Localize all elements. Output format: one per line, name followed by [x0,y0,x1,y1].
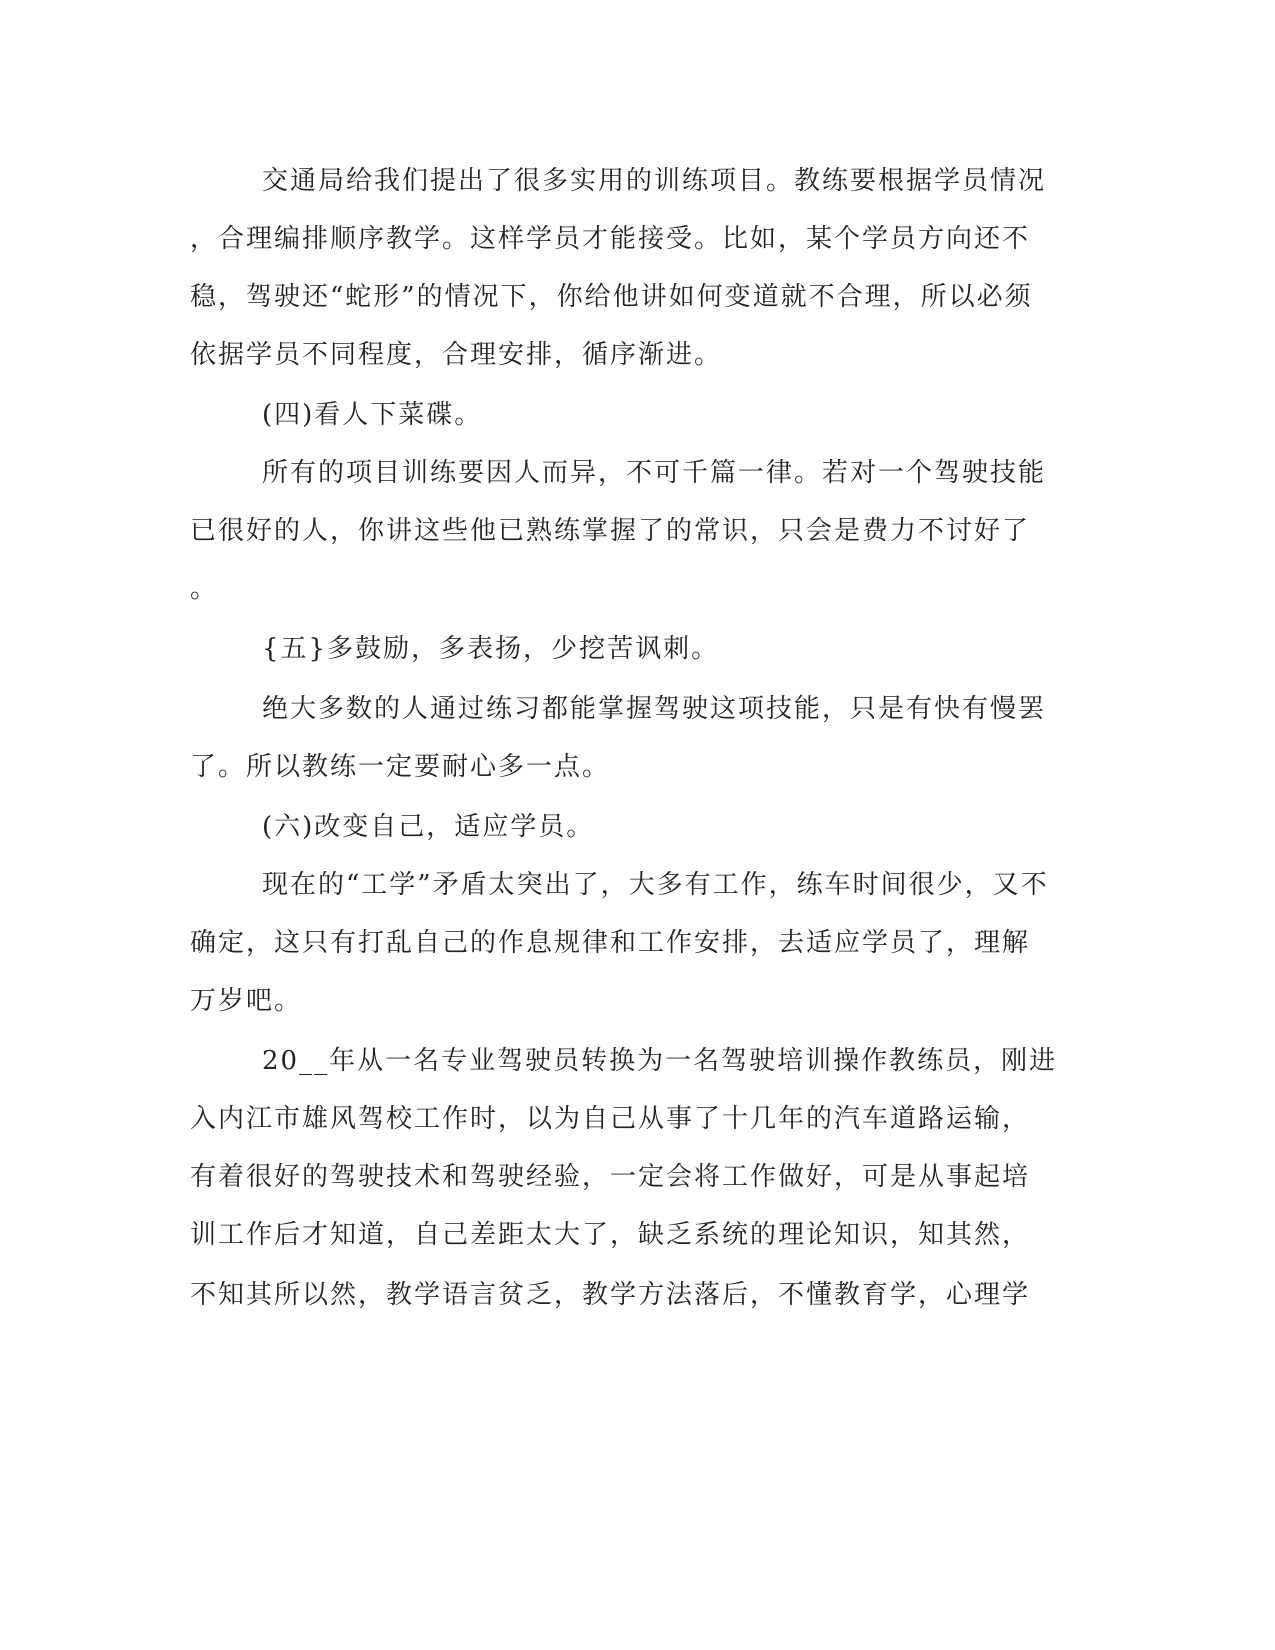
text-line: 依据学员不同程度，合理安排，循序渐进。 [190,340,723,370]
text-line: 不知其所以然，教学语言贫乏，教学方法落后，不懂教育学，心理学 [190,1280,1031,1310]
text-line: 20__年从一名专业驾驶员转换为一名驾驶培训操作教练员，刚进 [262,1046,1058,1076]
text-line: 现在的“工学”矛盾太突出了，大多有工作，练车时间很少，又不 [262,870,1049,900]
text-line: 稳，驾驶还“蛇形”的情况下，你给他讲如何变道就不合理，所以必须 [190,282,1033,312]
section-heading: (六)改变自己，适应学员。 [262,812,595,842]
text-line: 了。所以教练一定要耐心多一点。 [190,752,611,782]
text-line: 交通局给我们提出了很多实用的训练项目。教练要根据学员情况 [262,166,1047,196]
section-heading: {五}多鼓励，多表扬，少挖苦讽刺。 [262,634,720,664]
text-line: 。 [190,574,219,604]
text-line: 所有的项目训练要因人而异，不可千篇一律。若对一个驾驶技能 [262,458,1047,488]
text-line: 绝大多数的人通过练习都能掌握驾驶这项技能，只是有快有慢罢 [262,694,1047,724]
text-line: ，合理编排顺序教学。这样学员才能接受。比如，某个学员方向还不 [190,224,1031,254]
text-line: 入内江市雄风驾校工作时，以为自己从事了十几年的汽车道路运输， [190,1104,1031,1134]
text-line: 万岁吧。 [190,986,303,1016]
text-line: 训工作后才知道，自己差距太大了，缺乏系统的理论知识，知其然， [190,1220,1031,1250]
text-line: 有着很好的驾驶技术和驾驶经验，一定会将工作做好，可是从事起培 [190,1162,1031,1192]
section-heading: (四)看人下菜碟。 [262,400,483,430]
text-line: 确定，这只有打乱自己的作息规律和工作安排，去适应学员了，理解 [190,928,1031,958]
text-line: 已很好的人，你讲这些他已熟练掌握了的常识，只会是费力不讨好了 [190,516,1031,546]
